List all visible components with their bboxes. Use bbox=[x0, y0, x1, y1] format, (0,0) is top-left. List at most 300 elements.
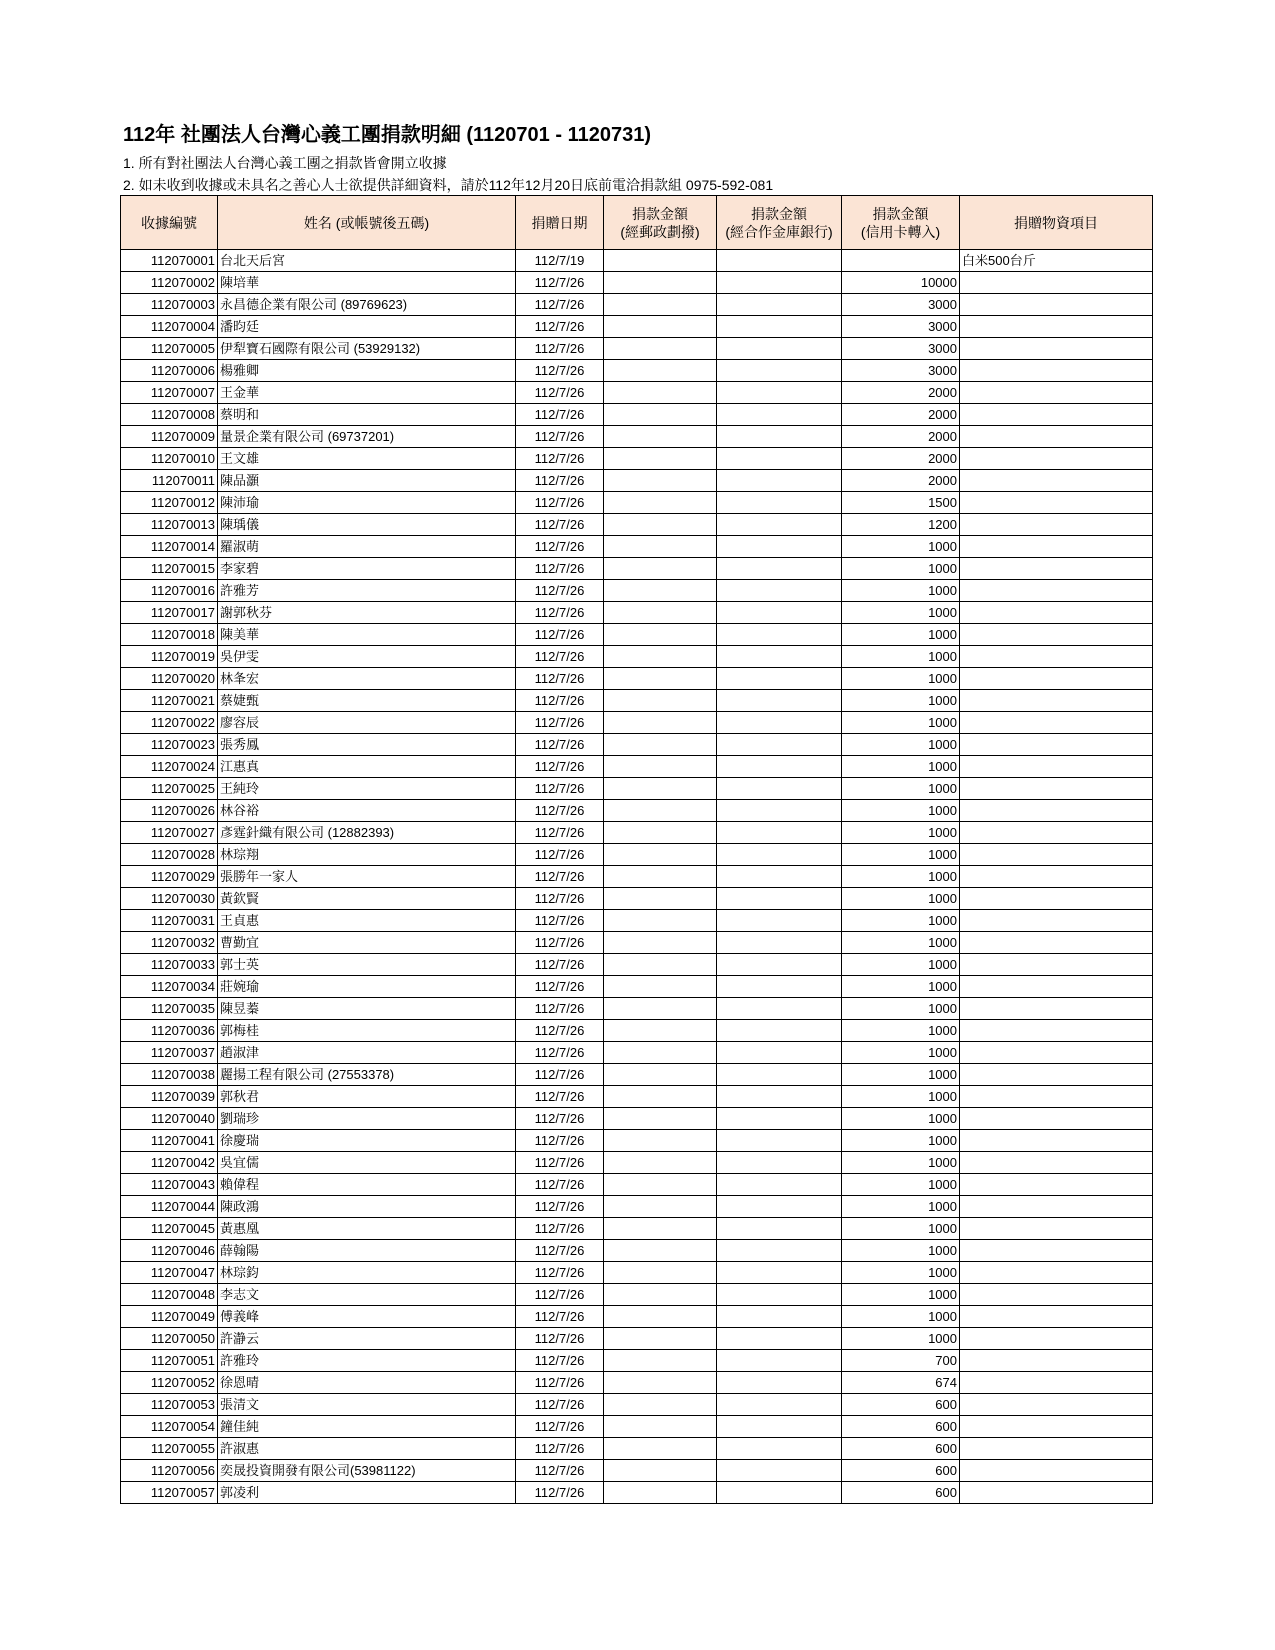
cell-amount-card: 674 bbox=[842, 1372, 960, 1394]
table-row bbox=[121, 1240, 1153, 1262]
cell-name: 陳美華 bbox=[218, 624, 516, 646]
cell-receipt-no: 112070017 bbox=[121, 602, 218, 624]
cell-amount-postal bbox=[604, 1042, 717, 1064]
cell-date: 112/7/26 bbox=[516, 844, 604, 866]
cell-amount-postal bbox=[604, 1416, 717, 1438]
cell-date: 112/7/26 bbox=[516, 756, 604, 778]
cell-amount-card: 2000 bbox=[842, 426, 960, 448]
note-receipt: 1. 所有對社團法人台灣心義工團之捐款皆會開立收據 bbox=[123, 155, 447, 171]
cell-receipt-no: 112070041 bbox=[121, 1130, 218, 1152]
table-header bbox=[121, 196, 1153, 250]
table-row bbox=[121, 668, 1153, 690]
cell-amount-card: 1000 bbox=[842, 1174, 960, 1196]
cell-amount-card: 600 bbox=[842, 1416, 960, 1438]
cell-name: 蔡明和 bbox=[218, 404, 516, 426]
cell-goods bbox=[960, 360, 1153, 382]
cell-amount-postal bbox=[604, 1394, 717, 1416]
header-goods: 捐贈物資項目 bbox=[960, 196, 1153, 250]
table-row bbox=[121, 910, 1153, 932]
cell-receipt-no: 112070038 bbox=[121, 1064, 218, 1086]
cell-amount-bank bbox=[717, 580, 842, 602]
cell-name: 蔡婕甄 bbox=[218, 690, 516, 712]
cell-amount-postal bbox=[604, 954, 717, 976]
header-amount-postal: 捐款金額 (經郵政劃撥) bbox=[604, 196, 717, 250]
cell-date: 112/7/26 bbox=[516, 514, 604, 536]
cell-amount-postal bbox=[604, 1020, 717, 1042]
cell-date: 112/7/26 bbox=[516, 1438, 604, 1460]
header-amount-card: 捐款金額 (信用卡轉入) bbox=[842, 196, 960, 250]
cell-amount-bank bbox=[717, 1416, 842, 1438]
cell-amount-postal bbox=[604, 756, 717, 778]
cell-amount-card: 1000 bbox=[842, 1262, 960, 1284]
table-row bbox=[121, 1306, 1153, 1328]
cell-date: 112/7/26 bbox=[516, 492, 604, 514]
cell-name: 張秀鳳 bbox=[218, 734, 516, 756]
cell-goods bbox=[960, 1460, 1153, 1482]
cell-goods: 白米500台斤 bbox=[960, 250, 1153, 272]
table-row bbox=[121, 690, 1153, 712]
cell-amount-postal bbox=[604, 1108, 717, 1130]
cell-amount-bank bbox=[717, 1372, 842, 1394]
cell-name: 林谷裕 bbox=[218, 800, 516, 822]
cell-receipt-no: 112070004 bbox=[121, 316, 218, 338]
cell-receipt-no: 112070056 bbox=[121, 1460, 218, 1482]
cell-receipt-no: 112070053 bbox=[121, 1394, 218, 1416]
cell-amount-card: 1000 bbox=[842, 932, 960, 954]
table-row bbox=[121, 360, 1153, 382]
cell-goods bbox=[960, 668, 1153, 690]
cell-amount-bank bbox=[717, 1196, 842, 1218]
table-row bbox=[121, 1086, 1153, 1108]
cell-amount-postal bbox=[604, 888, 717, 910]
cell-receipt-no: 112070003 bbox=[121, 294, 218, 316]
cell-date: 112/7/26 bbox=[516, 668, 604, 690]
cell-amount-bank bbox=[717, 1064, 842, 1086]
cell-amount-card: 2000 bbox=[842, 448, 960, 470]
cell-date: 112/7/26 bbox=[516, 778, 604, 800]
cell-amount-postal bbox=[604, 338, 717, 360]
cell-goods bbox=[960, 1108, 1153, 1130]
cell-date: 112/7/26 bbox=[516, 1064, 604, 1086]
table-row bbox=[121, 1218, 1153, 1240]
cell-name: 陳瑀儀 bbox=[218, 514, 516, 536]
cell-amount-card: 1000 bbox=[842, 822, 960, 844]
table-row bbox=[121, 822, 1153, 844]
cell-amount-bank bbox=[717, 514, 842, 536]
cell-date: 112/7/19 bbox=[516, 250, 604, 272]
cell-receipt-no: 112070002 bbox=[121, 272, 218, 294]
cell-amount-bank bbox=[717, 756, 842, 778]
cell-date: 112/7/26 bbox=[516, 910, 604, 932]
cell-goods bbox=[960, 1284, 1153, 1306]
cell-date: 112/7/26 bbox=[516, 272, 604, 294]
cell-name: 江惠真 bbox=[218, 756, 516, 778]
cell-goods bbox=[960, 448, 1153, 470]
cell-amount-postal bbox=[604, 1086, 717, 1108]
cell-name: 陳品灝 bbox=[218, 470, 516, 492]
cell-receipt-no: 112070028 bbox=[121, 844, 218, 866]
cell-date: 112/7/26 bbox=[516, 1042, 604, 1064]
table-row bbox=[121, 294, 1153, 316]
table-row bbox=[121, 1042, 1153, 1064]
cell-date: 112/7/26 bbox=[516, 294, 604, 316]
cell-amount-bank bbox=[717, 712, 842, 734]
cell-receipt-no: 112070037 bbox=[121, 1042, 218, 1064]
cell-name: 郭秋君 bbox=[218, 1086, 516, 1108]
table-row bbox=[121, 404, 1153, 426]
cell-amount-card bbox=[842, 250, 960, 272]
cell-receipt-no: 112070023 bbox=[121, 734, 218, 756]
cell-goods bbox=[960, 536, 1153, 558]
cell-amount-postal bbox=[604, 294, 717, 316]
cell-receipt-no: 112070012 bbox=[121, 492, 218, 514]
cell-amount-card: 2000 bbox=[842, 470, 960, 492]
cell-amount-postal bbox=[604, 536, 717, 558]
cell-name: 廖容辰 bbox=[218, 712, 516, 734]
cell-date: 112/7/26 bbox=[516, 822, 604, 844]
cell-date: 112/7/26 bbox=[516, 998, 604, 1020]
cell-receipt-no: 112070034 bbox=[121, 976, 218, 998]
cell-name: 林琮鈞 bbox=[218, 1262, 516, 1284]
cell-goods bbox=[960, 1152, 1153, 1174]
cell-amount-bank bbox=[717, 382, 842, 404]
cell-date: 112/7/26 bbox=[516, 470, 604, 492]
table-row bbox=[121, 1108, 1153, 1130]
cell-amount-card: 600 bbox=[842, 1394, 960, 1416]
table-row bbox=[121, 800, 1153, 822]
cell-amount-postal bbox=[604, 1482, 717, 1504]
cell-date: 112/7/26 bbox=[516, 1394, 604, 1416]
cell-date: 112/7/26 bbox=[516, 1328, 604, 1350]
cell-date: 112/7/26 bbox=[516, 1020, 604, 1042]
cell-amount-card: 1000 bbox=[842, 800, 960, 822]
cell-date: 112/7/26 bbox=[516, 338, 604, 360]
cell-goods bbox=[960, 404, 1153, 426]
cell-amount-postal bbox=[604, 250, 717, 272]
cell-amount-card: 1000 bbox=[842, 1218, 960, 1240]
table-row bbox=[121, 558, 1153, 580]
cell-amount-card: 1500 bbox=[842, 492, 960, 514]
table-row bbox=[121, 1262, 1153, 1284]
cell-amount-postal bbox=[604, 316, 717, 338]
table-row bbox=[121, 1196, 1153, 1218]
cell-amount-bank bbox=[717, 426, 842, 448]
cell-receipt-no: 112070019 bbox=[121, 646, 218, 668]
cell-amount-bank bbox=[717, 734, 842, 756]
cell-goods bbox=[960, 844, 1153, 866]
cell-name: 王金華 bbox=[218, 382, 516, 404]
cell-goods bbox=[960, 690, 1153, 712]
cell-amount-postal bbox=[604, 932, 717, 954]
cell-goods bbox=[960, 514, 1153, 536]
table-row bbox=[121, 1416, 1153, 1438]
table-row bbox=[121, 580, 1153, 602]
cell-name: 許雅玲 bbox=[218, 1350, 516, 1372]
table-row bbox=[121, 778, 1153, 800]
table-row bbox=[121, 1394, 1153, 1416]
donation-table bbox=[120, 195, 1153, 1504]
cell-amount-postal bbox=[604, 822, 717, 844]
cell-goods bbox=[960, 294, 1153, 316]
cell-amount-card: 1000 bbox=[842, 1020, 960, 1042]
cell-receipt-no: 112070050 bbox=[121, 1328, 218, 1350]
cell-amount-card: 1000 bbox=[842, 558, 960, 580]
cell-receipt-no: 112070036 bbox=[121, 1020, 218, 1042]
cell-amount-postal bbox=[604, 426, 717, 448]
cell-date: 112/7/26 bbox=[516, 404, 604, 426]
cell-amount-card: 10000 bbox=[842, 272, 960, 294]
cell-amount-bank bbox=[717, 690, 842, 712]
cell-receipt-no: 112070027 bbox=[121, 822, 218, 844]
cell-amount-bank bbox=[717, 1306, 842, 1328]
cell-name: 台北天后宮 bbox=[218, 250, 516, 272]
cell-goods bbox=[960, 580, 1153, 602]
cell-goods bbox=[960, 426, 1153, 448]
cell-name: 奕晟投資開發有限公司(53981122) bbox=[218, 1460, 516, 1482]
cell-name: 黃惠凰 bbox=[218, 1218, 516, 1240]
cell-amount-bank bbox=[717, 272, 842, 294]
cell-amount-bank bbox=[717, 1130, 842, 1152]
cell-name: 王貞惠 bbox=[218, 910, 516, 932]
cell-receipt-no: 112070021 bbox=[121, 690, 218, 712]
cell-goods bbox=[960, 1350, 1153, 1372]
cell-goods bbox=[960, 1416, 1153, 1438]
cell-name: 張清文 bbox=[218, 1394, 516, 1416]
cell-receipt-no: 112070016 bbox=[121, 580, 218, 602]
cell-goods bbox=[960, 822, 1153, 844]
cell-amount-card: 700 bbox=[842, 1350, 960, 1372]
cell-goods bbox=[960, 382, 1153, 404]
table-row bbox=[121, 1328, 1153, 1350]
cell-receipt-no: 112070020 bbox=[121, 668, 218, 690]
cell-amount-postal bbox=[604, 778, 717, 800]
cell-amount-card: 1000 bbox=[842, 1306, 960, 1328]
cell-name: 王純玲 bbox=[218, 778, 516, 800]
cell-amount-bank bbox=[717, 360, 842, 382]
cell-goods bbox=[960, 1042, 1153, 1064]
table-row bbox=[121, 624, 1153, 646]
table-row bbox=[121, 998, 1153, 1020]
cell-amount-bank bbox=[717, 888, 842, 910]
cell-amount-card: 600 bbox=[842, 1482, 960, 1504]
cell-date: 112/7/26 bbox=[516, 360, 604, 382]
cell-amount-card: 1000 bbox=[842, 1042, 960, 1064]
cell-amount-postal bbox=[604, 1350, 717, 1372]
cell-receipt-no: 112070049 bbox=[121, 1306, 218, 1328]
cell-name: 賴偉程 bbox=[218, 1174, 516, 1196]
cell-amount-card: 1000 bbox=[842, 954, 960, 976]
cell-date: 112/7/26 bbox=[516, 888, 604, 910]
cell-name: 潘昀廷 bbox=[218, 316, 516, 338]
cell-amount-card: 1000 bbox=[842, 998, 960, 1020]
cell-name: 薛翰陽 bbox=[218, 1240, 516, 1262]
cell-receipt-no: 112070014 bbox=[121, 536, 218, 558]
cell-name: 郭士英 bbox=[218, 954, 516, 976]
cell-date: 112/7/26 bbox=[516, 1130, 604, 1152]
cell-amount-card: 1000 bbox=[842, 976, 960, 998]
cell-date: 112/7/26 bbox=[516, 646, 604, 668]
note-contact: 2. 如未收到收據或未具名之善心人士欲提供詳細資料，請於112年12月20日底前電洽捐款組 0975-592-081 bbox=[123, 177, 774, 193]
cell-name: 吳宜儒 bbox=[218, 1152, 516, 1174]
table-row bbox=[121, 756, 1153, 778]
cell-date: 112/7/26 bbox=[516, 1482, 604, 1504]
cell-amount-bank bbox=[717, 668, 842, 690]
cell-amount-bank bbox=[717, 338, 842, 360]
cell-goods bbox=[960, 1240, 1153, 1262]
cell-date: 112/7/26 bbox=[516, 1284, 604, 1306]
cell-date: 112/7/26 bbox=[516, 800, 604, 822]
cell-name: 劉瑞珍 bbox=[218, 1108, 516, 1130]
cell-amount-bank bbox=[717, 1174, 842, 1196]
cell-goods bbox=[960, 1438, 1153, 1460]
cell-date: 112/7/26 bbox=[516, 712, 604, 734]
cell-amount-bank bbox=[717, 800, 842, 822]
cell-receipt-no: 112070047 bbox=[121, 1262, 218, 1284]
cell-amount-bank bbox=[717, 1042, 842, 1064]
cell-amount-postal bbox=[604, 514, 717, 536]
cell-name: 許瀞云 bbox=[218, 1328, 516, 1350]
cell-amount-card: 1000 bbox=[842, 1152, 960, 1174]
cell-amount-card: 1000 bbox=[842, 1064, 960, 1086]
cell-amount-card: 1000 bbox=[842, 844, 960, 866]
table-row bbox=[121, 514, 1153, 536]
table-row bbox=[121, 448, 1153, 470]
cell-name: 王文雄 bbox=[218, 448, 516, 470]
cell-receipt-no: 112070052 bbox=[121, 1372, 218, 1394]
cell-amount-card: 2000 bbox=[842, 404, 960, 426]
cell-name: 羅淑萌 bbox=[218, 536, 516, 558]
cell-receipt-no: 112070054 bbox=[121, 1416, 218, 1438]
cell-date: 112/7/26 bbox=[516, 580, 604, 602]
cell-goods bbox=[960, 558, 1153, 580]
cell-amount-card: 3000 bbox=[842, 338, 960, 360]
cell-amount-card: 1000 bbox=[842, 1240, 960, 1262]
cell-receipt-no: 112070022 bbox=[121, 712, 218, 734]
cell-goods bbox=[960, 932, 1153, 954]
table-row bbox=[121, 1350, 1153, 1372]
header-date: 捐贈日期 bbox=[516, 196, 604, 250]
cell-amount-bank bbox=[717, 976, 842, 998]
cell-goods bbox=[960, 1482, 1153, 1504]
cell-amount-postal bbox=[604, 448, 717, 470]
table-row bbox=[121, 712, 1153, 734]
cell-amount-postal bbox=[604, 668, 717, 690]
cell-goods bbox=[960, 338, 1153, 360]
cell-amount-bank bbox=[717, 844, 842, 866]
cell-date: 112/7/26 bbox=[516, 382, 604, 404]
cell-goods bbox=[960, 316, 1153, 338]
cell-receipt-no: 112070045 bbox=[121, 1218, 218, 1240]
cell-amount-bank bbox=[717, 404, 842, 426]
table-body bbox=[121, 250, 1153, 1504]
table-row bbox=[121, 734, 1153, 756]
cell-amount-postal bbox=[604, 646, 717, 668]
cell-name: 張勝年一家人 bbox=[218, 866, 516, 888]
cell-amount-postal bbox=[604, 1306, 717, 1328]
cell-amount-postal bbox=[604, 1240, 717, 1262]
cell-amount-postal bbox=[604, 624, 717, 646]
table-row bbox=[121, 1130, 1153, 1152]
cell-name: 莊婉瑜 bbox=[218, 976, 516, 998]
header-name: 姓名 (或帳號後五碼) bbox=[218, 196, 516, 250]
cell-amount-bank bbox=[717, 998, 842, 1020]
cell-receipt-no: 112070033 bbox=[121, 954, 218, 976]
cell-name: 郭凌利 bbox=[218, 1482, 516, 1504]
cell-receipt-no: 112070015 bbox=[121, 558, 218, 580]
cell-date: 112/7/26 bbox=[516, 448, 604, 470]
cell-goods bbox=[960, 1218, 1153, 1240]
cell-amount-bank bbox=[717, 954, 842, 976]
cell-amount-postal bbox=[604, 1262, 717, 1284]
header-amount-bank: 捐款金額 (經合作金庫銀行) bbox=[717, 196, 842, 250]
cell-goods bbox=[960, 778, 1153, 800]
cell-goods bbox=[960, 976, 1153, 998]
cell-amount-postal bbox=[604, 1284, 717, 1306]
cell-receipt-no: 112070048 bbox=[121, 1284, 218, 1306]
cell-goods bbox=[960, 888, 1153, 910]
cell-amount-card: 1000 bbox=[842, 712, 960, 734]
cell-name: 伊犁寶石國際有限公司 (53929132) bbox=[218, 338, 516, 360]
cell-receipt-no: 112070006 bbox=[121, 360, 218, 382]
header-row bbox=[121, 196, 1153, 250]
cell-date: 112/7/26 bbox=[516, 1108, 604, 1130]
cell-date: 112/7/26 bbox=[516, 316, 604, 338]
table-row bbox=[121, 646, 1153, 668]
table-row bbox=[121, 1064, 1153, 1086]
cell-name: 許淑惠 bbox=[218, 1438, 516, 1460]
cell-amount-card: 1000 bbox=[842, 1328, 960, 1350]
cell-goods bbox=[960, 646, 1153, 668]
cell-amount-card: 1000 bbox=[842, 668, 960, 690]
cell-date: 112/7/26 bbox=[516, 734, 604, 756]
table-row bbox=[121, 932, 1153, 954]
cell-amount-postal bbox=[604, 1196, 717, 1218]
cell-receipt-no: 112070032 bbox=[121, 932, 218, 954]
cell-amount-bank bbox=[717, 866, 842, 888]
cell-amount-bank bbox=[717, 1438, 842, 1460]
cell-amount-bank bbox=[717, 1240, 842, 1262]
cell-date: 112/7/26 bbox=[516, 1218, 604, 1240]
cell-amount-bank bbox=[717, 778, 842, 800]
cell-date: 112/7/26 bbox=[516, 536, 604, 558]
cell-amount-card: 3000 bbox=[842, 316, 960, 338]
cell-amount-bank bbox=[717, 646, 842, 668]
cell-amount-card: 1000 bbox=[842, 866, 960, 888]
cell-amount-bank bbox=[717, 470, 842, 492]
cell-name: 林琮翔 bbox=[218, 844, 516, 866]
cell-amount-bank bbox=[717, 910, 842, 932]
cell-name: 陳沛瑜 bbox=[218, 492, 516, 514]
cell-receipt-no: 112070040 bbox=[121, 1108, 218, 1130]
cell-amount-postal bbox=[604, 1460, 717, 1482]
cell-amount-postal bbox=[604, 1438, 717, 1460]
cell-amount-bank bbox=[717, 448, 842, 470]
cell-goods bbox=[960, 1020, 1153, 1042]
cell-goods bbox=[960, 1262, 1153, 1284]
table-row bbox=[121, 976, 1153, 998]
cell-amount-card: 1000 bbox=[842, 756, 960, 778]
cell-amount-card: 1200 bbox=[842, 514, 960, 536]
cell-amount-bank bbox=[717, 558, 842, 580]
cell-receipt-no: 112070013 bbox=[121, 514, 218, 536]
cell-goods bbox=[960, 756, 1153, 778]
cell-amount-bank bbox=[717, 822, 842, 844]
cell-amount-card: 1000 bbox=[842, 734, 960, 756]
cell-name: 量景企業有限公司 (69737201) bbox=[218, 426, 516, 448]
cell-amount-card: 600 bbox=[842, 1438, 960, 1460]
cell-goods bbox=[960, 800, 1153, 822]
cell-amount-postal bbox=[604, 382, 717, 404]
